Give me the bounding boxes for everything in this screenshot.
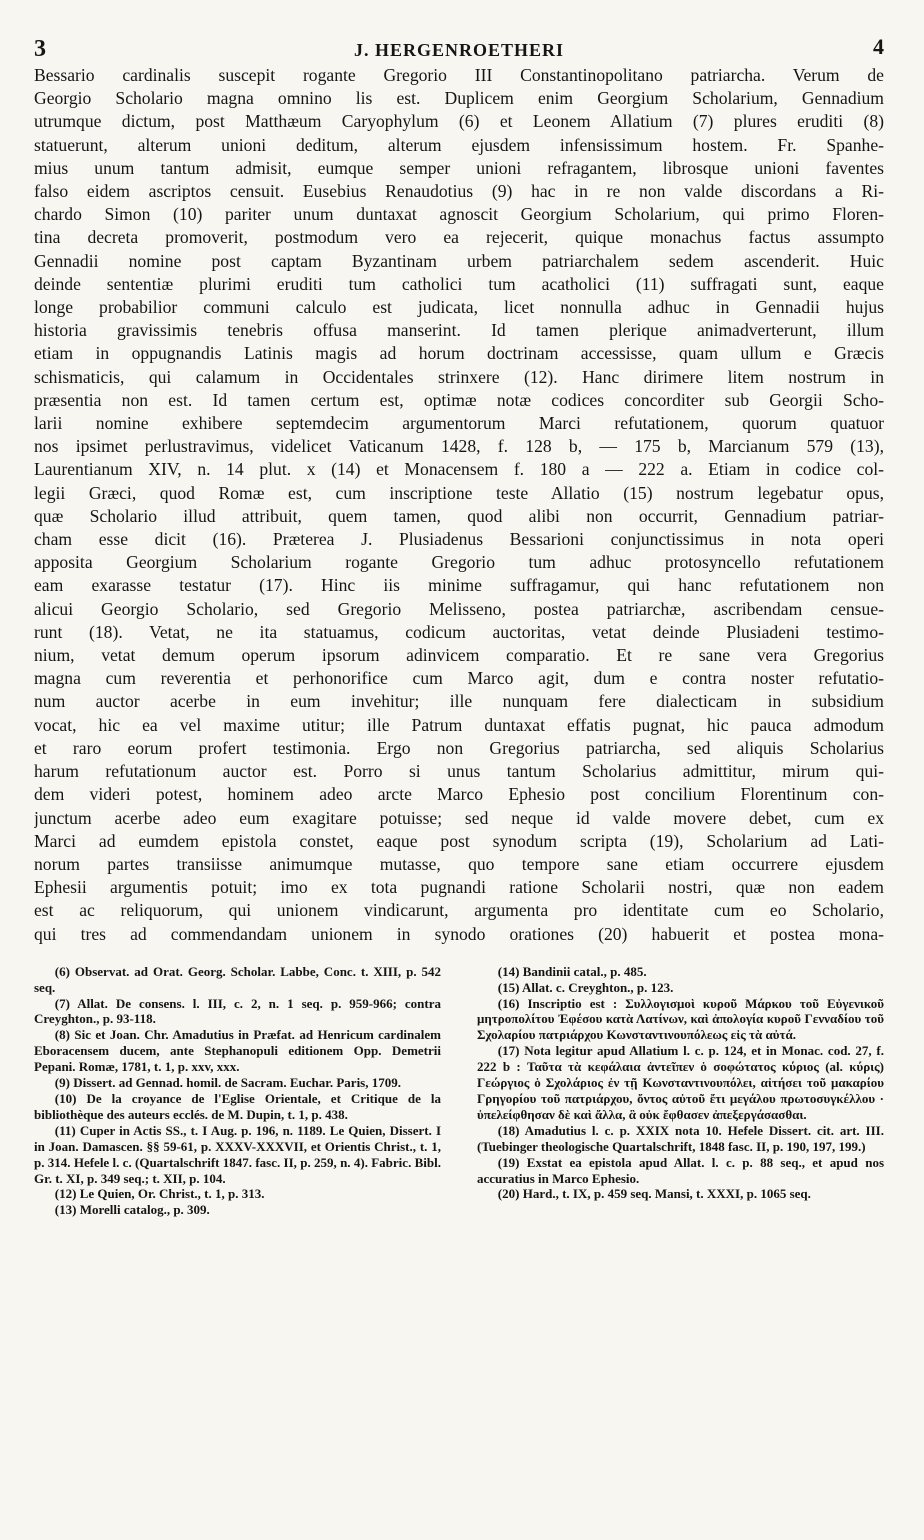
text-line: legii Græci, quod Romæ est, cum inscriptione teste Allatio (15) nostrum legebatur opus, (34, 482, 884, 503)
footnote: (16) Inscriptio est : Συλλογισμοὶ κυροῦ Μάρκου τοῦ Εὐγενικοῦ μητροπολίτου Ἐφέσου κατὰ Λατίνων, καὶ ἀπολογία κυροῦ Γενναδίου τοῦ Σχολαρίου πατριάρχου Κωνσταντινουπόλεως εἰς τὰ αὐτά. (477, 995, 884, 1043)
text-line: quæ Scholario illud attribuit, quem tamen, quod alibi non occurrit, Gennadium patriar- (34, 505, 884, 526)
text-line: cham esse dicit (16). Præterea J. Plusiadenus Bessarioni conjunctissimus in nota operi (34, 529, 884, 550)
footnote: (7) Allat. De consens. l. III, c. 2, n. 1 seq. p. 959-966; contra Creyghton., p. 93-118. (34, 995, 441, 1027)
footnote: (15) Allat. c. Creyghton., p. 123. (497, 979, 674, 995)
text-line: qui tres ad commendandam unionem in synodo orationes (20) habuerit et postea mona- (34, 923, 884, 944)
footnote: (12) Le Quien, Or. Christ., t. 1, p. 313. (54, 1186, 265, 1202)
text-line: utrumque dictum, post Matthæum Caryophylum (6) et Leonem Allatium (7) plures eruditi (8) (34, 111, 884, 132)
footnotes (34, 964, 884, 1219)
footnote: (10) De la croyance de l'Eglise Orientale, et Critique de la bibliothèque des auteurs ecclés. de M. Dupin, t. 1, p. 438. (34, 1090, 441, 1122)
text-line: falso eidem ascriptos censuit. Eusebius Renaudotius (9) hac in re non valde discordans a Ri- (34, 181, 884, 202)
page-number-right: 4 (873, 34, 884, 59)
text-line: historia gravissimis tenebris offusa manserint. Id tamen plerique animadverterunt, illum (34, 320, 884, 341)
footnote: (14) Bandinii catal., p. 485. (497, 963, 647, 979)
footnote: (19) Exstat ea epistola apud Allat. l. c. p. 88 seq., et apud nos accuratius in Marco Ephesio. (477, 1154, 884, 1186)
text-line: Laurentianum XIV, n. 14 plut. x (14) et Monacensem f. 180 a — 222 a. Etiam in codice col- (34, 459, 884, 480)
footnote: (17) Nota legitur apud Allatium l. c. p. 124, et in Monac. cod. 27, f. 222 b : Ταῦτα τὰ κεφάλαια ἀντεῖπεν ὁ σοφώτατος κύριος (al. κύρις) Γεώργιος ὁ Σχολάριος ἐν τῇ Κωνσταντινουπόλει, αἰτήσει τοῦ μακαρίου Γρηγορίου τοῦ πατριάρχου, ὄντος αὐτοῦ ἔτι μεγάλου πρωτοσυγκέλλου · ὑπελείφθησαν δὲ καὶ ἄλλα, ἃ οὐκ ἔφθασεν ἀπεξεργάσασθαι. (477, 1043, 884, 1122)
page-number-left: 3 (34, 36, 46, 62)
text-line: eam exarasse testatur (17). Hinc iis minime suffragamur, qui hanc refutationem non (34, 575, 884, 596)
footnotes-left-column (34, 964, 441, 1219)
text-line: num auctor acerbe in eum invehitur; ille nunquam fere dialecticam in subsidium (34, 691, 884, 712)
footnote: (20) Hard., t. IX, p. 459 seq. Mansi, t. XXXI, p. 1065 seq. (497, 1186, 811, 1202)
text-line: dem videri potest, hominem adeo arcte Marco Ephesio post concilium Florentinum con- (34, 784, 884, 805)
text-line: magna cum reverentia et perhonorifice cum Marco agit, dum e contra noster refutatio- (34, 668, 884, 689)
footnotes-right-column (477, 964, 884, 1219)
text-line: alicui Georgio Scholario, sed Gregorio Melisseno, postea patriarchæ, ascribendam censue- (34, 598, 884, 619)
main-text (34, 64, 884, 946)
text-line: junctum acerbe adeo eum exagitare potuisse; sed neque id valde movere debet, cum ex (34, 807, 884, 828)
text-line: vocat, hic ea vel maxime utitur; ille Patrum duntaxat effatis pugnat, hic pauca admodum (34, 714, 884, 735)
text-line: Bessario cardinalis suscepit rogante Gregorio III Constantinopolitano patriarcha. Verum de (34, 65, 884, 85)
text-line: apposita Georgium Scholarium rogante Gregorio tum adhuc protosyncello refutationem (34, 552, 884, 573)
text-line: etiam in oppugnandis Latinis magis ad horum doctrinam accessisse, quam ullum e Græcis (34, 343, 884, 364)
text-line: nos ipsimet perlustravimus, videlicet Vaticanum 1428, f. 128 b, — 175 b, Marcianum 579 (13), (34, 436, 884, 457)
footnote: (9) Dissert. ad Gennad. homil. de Sacram. Euchar. Paris, 1709. (54, 1075, 401, 1091)
footnote: (8) Sic et Joan. Chr. Amadutius in Præfat. ad Henricum cardinalem Eboracensem ducem, ante Stephanopuli editionem Opp. Demetrii Pepani. Romæ, 1781, t. 1, p. xxv, xxx. (34, 1027, 441, 1075)
footnote: (6) Observat. ad Orat. Georg. Scholar. Labbe, Conc. t. XIII, p. 542 seq. (34, 963, 441, 995)
text-line: deinde sententiæ plurimi eruditi tum catholici tum acatholici (11) suffragati sunt, eaque (34, 273, 884, 294)
text-line: chardo Simon (10) pariter unum duntaxat agnoscit Georgium Scholarium, qui primo Floren- (34, 204, 884, 225)
text-line: Marci ad eumdem epistola constet, eaque post synodum scripta (19), Scholarium ad Lati- (34, 830, 884, 851)
text-line: longe probabilior communi calculo est judicata, licet nonnulla adhuc in Gennadii hujus (34, 297, 884, 318)
text-line: mius unum tantum admisit, eumque semper unioni refragantem, librosque unioni faventes (34, 157, 884, 178)
text-line: tina decreta promoverit, postmodum vero ea rejecerit, quique monachus factus assumpto (34, 227, 884, 248)
text-line: præsentia non est. Id tamen certum est, optimæ notæ codices concorditer sub Georgii Scho- (34, 389, 884, 410)
footnote: (11) Cuper in Actis SS., t. I Aug. p. 196, n. 1189. Le Quien, Dissert. I in Joan. Damascen. §§ 59-61, p. XXXV-XXXVII, et Orientis Christ., t. 1, p. 314. Hefele l. c. (Quartalschrift 1847. fasc. II, p. 259, n. 4). Fabric. Bibl. Gr. t. XI, p. 349 seq.; t. XII, p. 104. (34, 1122, 441, 1186)
text-line: est ac reliquorum, qui unionem vindicarunt, argumenta pro identitate cum eo Scholario, (34, 900, 884, 921)
text-line: et raro eorum profert testimonia. Ergo non Gregorius patriarcha, sed aliquis Scholarius (34, 737, 884, 758)
running-title: J. HERGENROETHERI (353, 40, 565, 60)
text-line: Ephesii argumentis potuit; imo ex tota pugnandi ratione Scholarii nostri, quæ non eadem (34, 877, 884, 898)
text-line: schismaticis, qui calamum in Occidentales strinxere (12). Hanc dirimere litem nostrum in (34, 366, 884, 387)
text-line: nium, vetat demum operum ipsorum adinvicem comparatio. Et re sane vera Gregorius (34, 645, 884, 666)
footnote: (18) Amadutius l. c. p. XXIX nota 10. Hefele Dissert. cit. art. III. (Tuebinger theologische Quartalschrift, 1848 fasc. II, p. 190, 197, 199.) (477, 1122, 884, 1154)
text-line: Gennadii nomine post captam Byzantinam urbem patriarchalem sedem ascenderit. Huic (34, 250, 884, 271)
text-line: norum partes transiisse animumque mutasse, quo tempore sane etiam occurrere ejusdem (34, 853, 884, 874)
text-line: larii nomine exhibere septemdecim argumentorum Marci refutationem, quorum quatuor (34, 413, 884, 434)
text-line: Georgio Scholario magna omnino lis est. Duplicem enim Georgium Scholarium, Gennadium (34, 88, 884, 109)
text-line: harum refutationum auctor est. Porro si unus tantum Scholarius admittitur, mirum qui- (34, 761, 884, 782)
page-header (34, 30, 884, 62)
footnote: (13) Morelli catalog., p. 309. (54, 1202, 210, 1218)
text-line: runt (18). Vetat, ne ita statuamus, codicum auctoritas, vetat deinde Plusiadeni testimo- (34, 621, 884, 642)
text-line: statuerunt, alterum unioni deditum, alterum ejusdem infensissimum hostem. Fr. Spanhe- (34, 134, 884, 155)
